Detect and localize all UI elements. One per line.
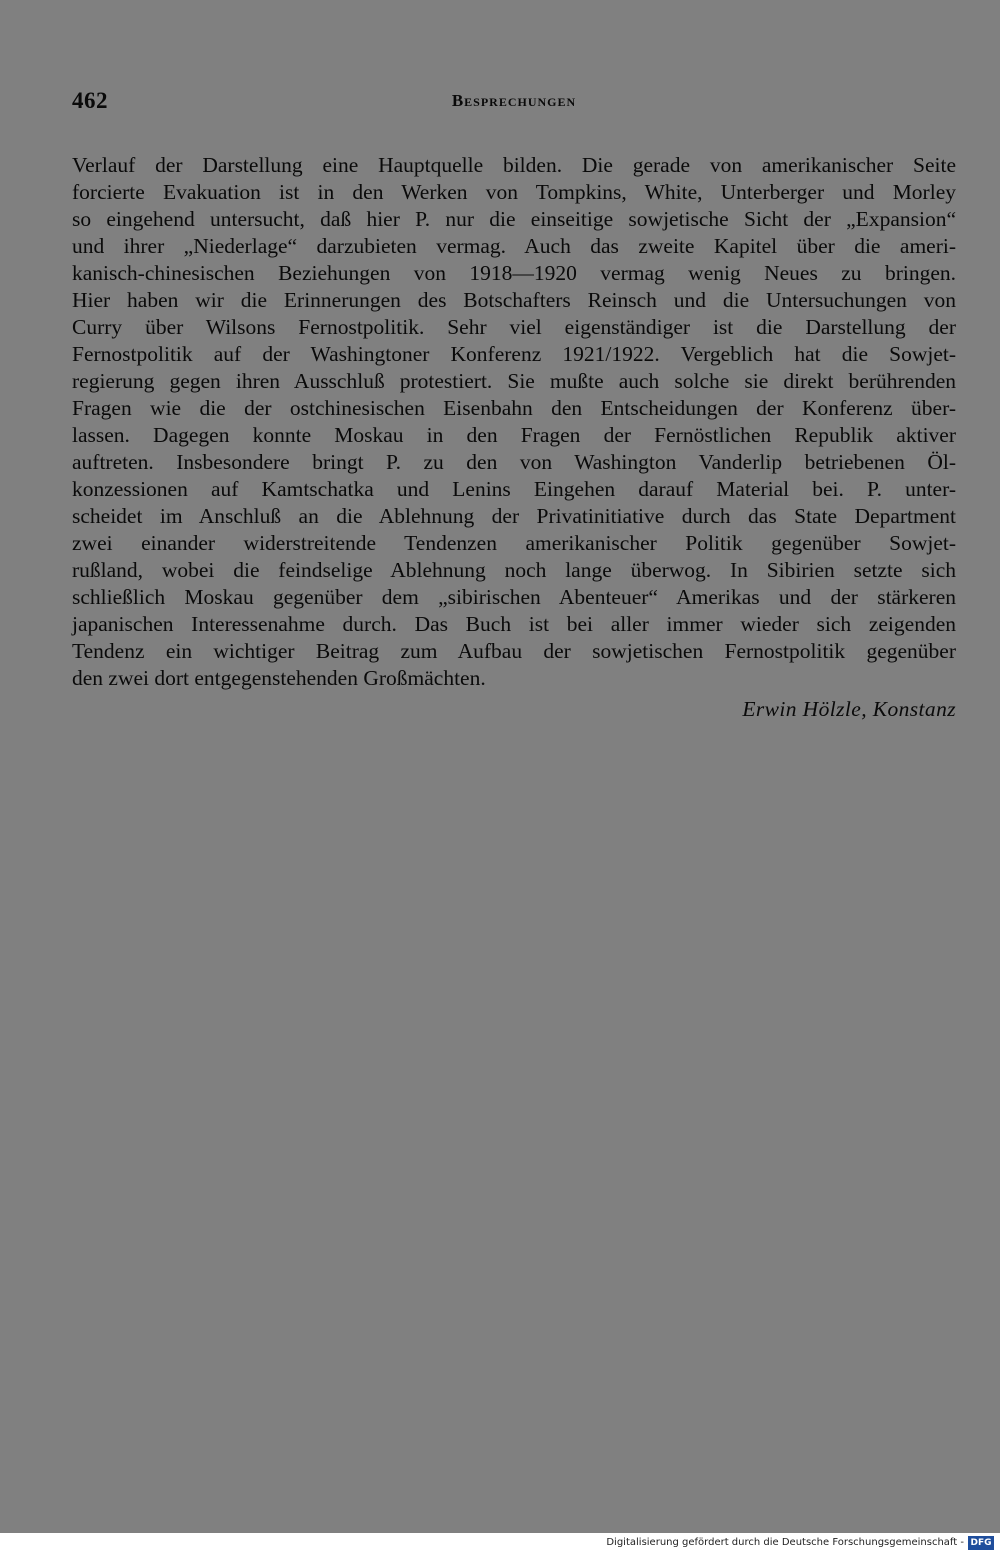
funding-credit: Digitalisierung gefördert durch die Deutsche Forschungsgemeinschaft - (606, 1537, 964, 1548)
text-line: schließlich Moskau gegenüber dem „sibirischen Abenteuer“ Amerikas und der stärkeren (72, 585, 956, 609)
digitization-footer (0, 1533, 1000, 1554)
text-line: forcierte Evakuation ist in den Werken von Tompkins, White, Unterberger und Morley (72, 180, 956, 204)
text-line: konzessionen auf Kamtschatka und Lenins Eingehen darauf Material bei. P. unter- (72, 477, 956, 501)
text-line: und ihrer „Niederlage“ darzubieten vermag. Auch das zweite Kapitel über die ameri- (72, 234, 956, 258)
text-line: japanischen Interessenahme durch. Das Buch ist bei aller immer wieder sich zeigenden (72, 612, 956, 636)
review-text (72, 152, 956, 724)
text-line: lassen. Dagegen konnte Moskau in den Fragen der Fernöstlichen Republik aktiver (72, 423, 956, 447)
page-number: 462 (72, 88, 108, 113)
dfg-logo[interactable]: DFG (968, 1536, 994, 1550)
text-line: rußland, wobei die feindselige Ablehnung noch lange überwog. In Sibirien setzte sich (72, 558, 956, 582)
text-line: auftreten. Insbesondere bringt P. zu den von Washington Vanderlip betriebenen Öl- (72, 450, 956, 474)
text-line: den zwei dort entgegenstehenden Großmächten. (72, 666, 486, 690)
text-line: Tendenz ein wichtiger Beitrag zum Aufbau der sowjetischen Fernostpolitik gegenüber (72, 639, 956, 663)
text-line: Verlauf der Darstellung eine Hauptquelle bilden. Die gerade von amerikanischer Seite (72, 153, 956, 177)
text-line: Curry über Wilsons Fernostpolitik. Sehr viel eigenständiger ist die Darstellung der (72, 315, 956, 339)
text-line: so eingehend untersucht, daß hier P. nur die einseitige sowjetische Sicht der „Expansion“ (72, 207, 956, 231)
running-head (72, 88, 956, 120)
text-line: zwei einander widerstreitende Tendenzen amerikanischer Politik gegenüber Sowjet- (72, 531, 956, 555)
text-line: kanisch-chinesischen Beziehungen von 1918—1920 vermag wenig Neues zu bringen. (72, 261, 956, 285)
section-title: Besprechungen (451, 91, 577, 110)
text-line: Hier haben wir die Erinnerungen des Botschafters Reinsch und die Untersuchungen von (72, 288, 956, 312)
author-signature: Erwin Hölzle, Konstanz (742, 697, 956, 721)
text-line: Fragen wie die der ostchinesischen Eisenbahn den Entscheidungen der Konferenz über- (72, 396, 956, 420)
text-line: regierung gegen ihren Ausschluß protestiert. Sie mußte auch solche sie direkt berührenden (72, 369, 956, 393)
text-line: Fernostpolitik auf der Washingtoner Konferenz 1921/1922. Vergeblich hat die Sowjet- (72, 342, 956, 366)
text-line: scheidet im Anschluß an die Ablehnung der Privatinitiative durch das State Department (72, 504, 956, 528)
